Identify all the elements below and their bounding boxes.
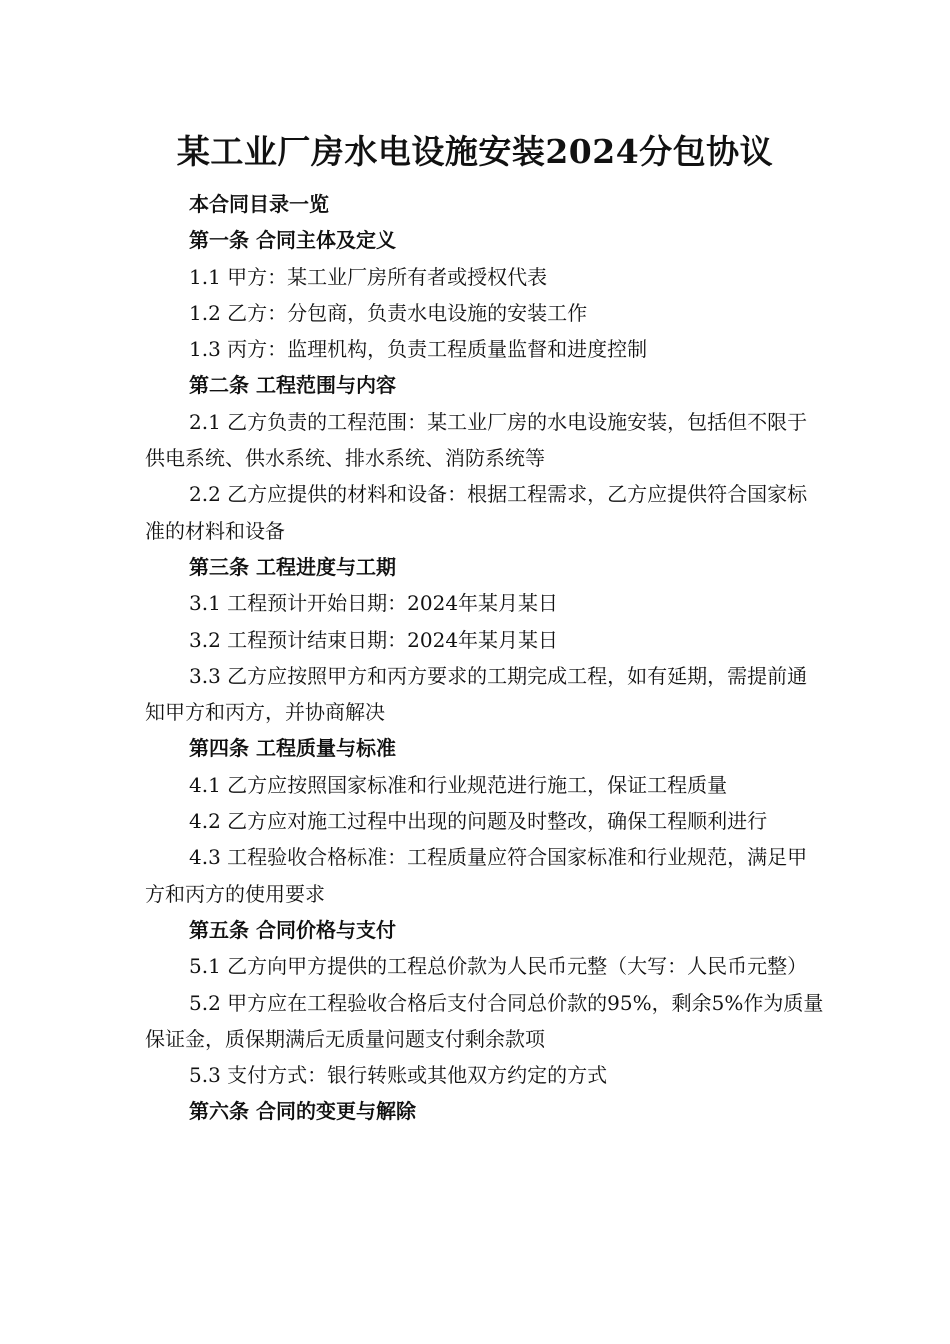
toc-heading: 本合同目录一览 [189,192,329,216]
clause-text: 3.3 乙方应按照甲方和丙方要求的工期完成工程，如有延期，需提前通知甲方和丙方，并协商解决 [145,663,808,725]
section-heading: 第一条 合同主体及定义 [189,228,396,253]
section-heading: 第五条 合同价格与支付 [189,917,396,942]
clause-text: 5.1 乙方向甲方提供的工程总价款为人民币元整（大写：人民币元整） [189,954,808,979]
clause-text: 4.1 乙方应按照国家标准和行业规范进行施工，保证工程质量 [189,772,728,797]
clause-text: 5.2 甲方应在工程验收合格后支付合同总价款的95%，剩余5%作为质量保证金，质保期满后无质量问题支付剩余款项 [145,990,824,1051]
clause-text: 5.3 支付方式：银行转账或其他双方约定的方式 [189,1063,608,1088]
clause-text: 1.1 甲方：某工业厂房所有者或授权代表 [189,264,548,289]
clause-text: 1.3 丙方：监理机构，负责工程质量监督和进度控制 [189,337,648,362]
section-heading: 第三条 工程进度与工期 [189,554,396,579]
clause-text: 3.1 工程预计开始日期：2024年某月某日 [189,591,559,616]
clause-text: 4.3 工程验收合格标准：工程质量应符合国家标准和行业规范，满足甲方和丙方的使用要求 [145,845,808,906]
clause-text: 1.2 乙方：分包商，负责水电设施的安装工作 [189,300,588,325]
section-heading: 第二条 工程范围与内容 [189,373,396,398]
section-heading: 第六条 合同的变更与解除 [189,1099,416,1124]
clause-text: 3.2 工程预计结束日期：2024年某月某日 [189,627,559,652]
clause-text: 4.2 乙方应对施工过程中出现的问题及时整改，确保工程顺利进行 [189,809,768,834]
clause-text: 2.1 乙方负责的工程范围：某工业厂房的水电设施安装，包括但不限于供电系统、供水系统、排水系统、消防系统等 [145,409,808,471]
document-body [145,186,825,1130]
document-title: 某工业厂房水电设施安装2024分包协议 [176,132,774,171]
section-heading: 第四条 工程质量与标准 [189,736,396,761]
clause-text: 2.2 乙方应提供的材料和设备：根据工程需求，乙方应提供符合国家标准的材料和设备 [145,482,808,543]
